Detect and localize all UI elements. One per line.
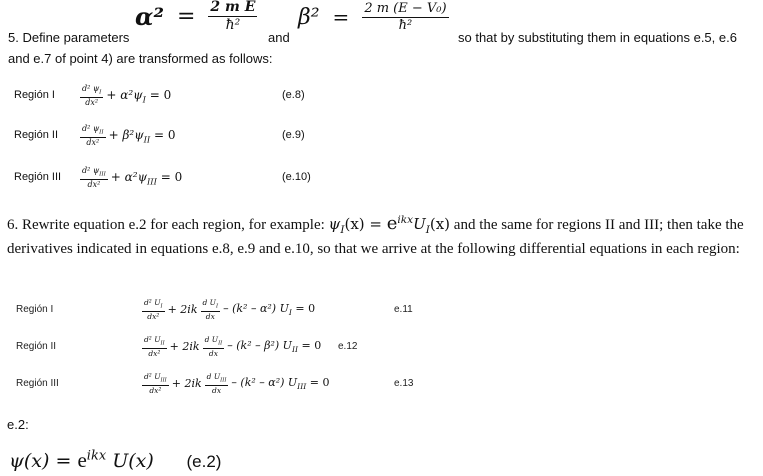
e2-exp-sup: ikx <box>86 448 107 464</box>
equation-body: $\frac{d^2 \psi_I}{\text{dx²}}$ + $\alpha^2\psi_I = 0$ <box>82 84 172 108</box>
beta-denominator: ħ² <box>398 17 413 33</box>
alpha-definition <box>135 0 257 32</box>
e2-rhs: U(x) <box>106 450 154 472</box>
region-label: Región II <box>16 341 57 352</box>
section6-text2: and the same for regions II and III; then take the derivatives indicated in equations e.8, e.9 and e.10, so that we arrive at the following differential equations in each region: <box>7 217 744 257</box>
e2-lhs: ψ(x) = <box>9 450 78 472</box>
equation-ref: (e.10) <box>282 171 311 183</box>
second-derivative-fraction: $\frac{d^2 \psi_{II}}{\text{dx²}}$ <box>82 124 104 148</box>
e2-exp-base: e <box>77 448 87 472</box>
equation-ref: e.11 <box>394 304 413 315</box>
section6-text1: 6. Rewrite equation e.2 for each region, for example: <box>7 217 329 233</box>
equation-body: $\frac{d^2 U_{III}}{\text{dx²}}$ + 2ik $\frac{d U_{III}}{dx}$ – (k² – α²) $U_{III} = 0$ <box>144 372 330 395</box>
beta-fraction <box>362 2 448 32</box>
first-derivative-fraction: $\frac{d U_I}{dx}$ <box>202 298 219 321</box>
alpha-denominator: ħ² <box>225 16 241 33</box>
e2-label: e.2: <box>7 417 29 432</box>
second-derivative-fraction: $\frac{d^2 U_{II}}{\text{dx²}}$ <box>144 335 165 358</box>
equation-ref: (e.9) <box>282 129 305 141</box>
and-text: and <box>268 30 290 45</box>
equation-body: $\frac{d^2 \psi_{II}}{\text{dx²}}$ + $\beta^2\psi_{II} = 0$ <box>82 124 176 148</box>
alpha-equals: = <box>176 3 196 29</box>
region-label: Región I <box>14 89 55 101</box>
equation-ref: e.12 <box>338 341 358 352</box>
second-derivative-fraction: $\frac{d^2 \psi_{III}}{\text{dx²}}$ <box>82 166 106 190</box>
region-label: Región II <box>14 129 59 141</box>
e2-ref: (e.2) <box>186 452 222 471</box>
beta-numerator: 2 m (E − V₀) <box>364 1 447 16</box>
region-label: Región III <box>14 171 62 183</box>
e2-equation <box>9 448 221 473</box>
equation-body: $\frac{d^2 U_I}{\text{dx²}}$ + 2ik $\frac{d U_I}{dx}$ – (k² – α²) $U_I = 0$ <box>144 298 316 321</box>
psi-region-example: $\psi_I(x) = e^{ikx}U_I(x)$ <box>328 213 451 236</box>
first-derivative-fraction: $\frac{d U_{II}}{dx}$ <box>204 335 223 358</box>
equation-ref: e.13 <box>394 378 414 389</box>
section5-suffix: so that by substituting them in equations e.5, e.6 <box>458 30 737 45</box>
beta-equals: = <box>332 5 350 30</box>
equation-body: $\frac{d^2 U_{II}}{\text{dx²}}$ + 2ik $\frac{d U_{II}}{dx}$ – (k² – β²) $U_{II} = 0$ <box>144 335 322 358</box>
equation-ref: (e.8) <box>282 89 305 101</box>
alpha-fraction <box>208 0 257 32</box>
beta-definition <box>298 2 449 32</box>
alpha-lhs: α² <box>135 1 164 31</box>
section6-paragraph <box>7 211 763 259</box>
equation-body: $\frac{d^2 \psi_{III}}{\text{dx²}}$ + $\alpha^2\psi_{III} = 0$ <box>82 166 183 190</box>
beta-lhs: β² <box>298 4 320 30</box>
second-derivative-fraction: $\frac{d^2 \psi_I}{\text{dx²}}$ <box>82 84 102 108</box>
section5-line2: and e.7 of point 4) are transformed as follows: <box>8 51 273 66</box>
first-derivative-fraction: $\frac{d U_{III}}{dx}$ <box>206 372 227 395</box>
alpha-numerator: 2 m E <box>210 0 256 15</box>
second-derivative-fraction: $\frac{d^2 U_I}{\text{dx²}}$ <box>144 298 163 321</box>
region-label: Región III <box>16 378 59 389</box>
region-label: Región I <box>16 304 54 315</box>
section5-prefix: 5. Define parameters <box>8 30 130 45</box>
second-derivative-fraction: $\frac{d^2 U_{III}}{\text{dx²}}$ <box>144 372 167 395</box>
